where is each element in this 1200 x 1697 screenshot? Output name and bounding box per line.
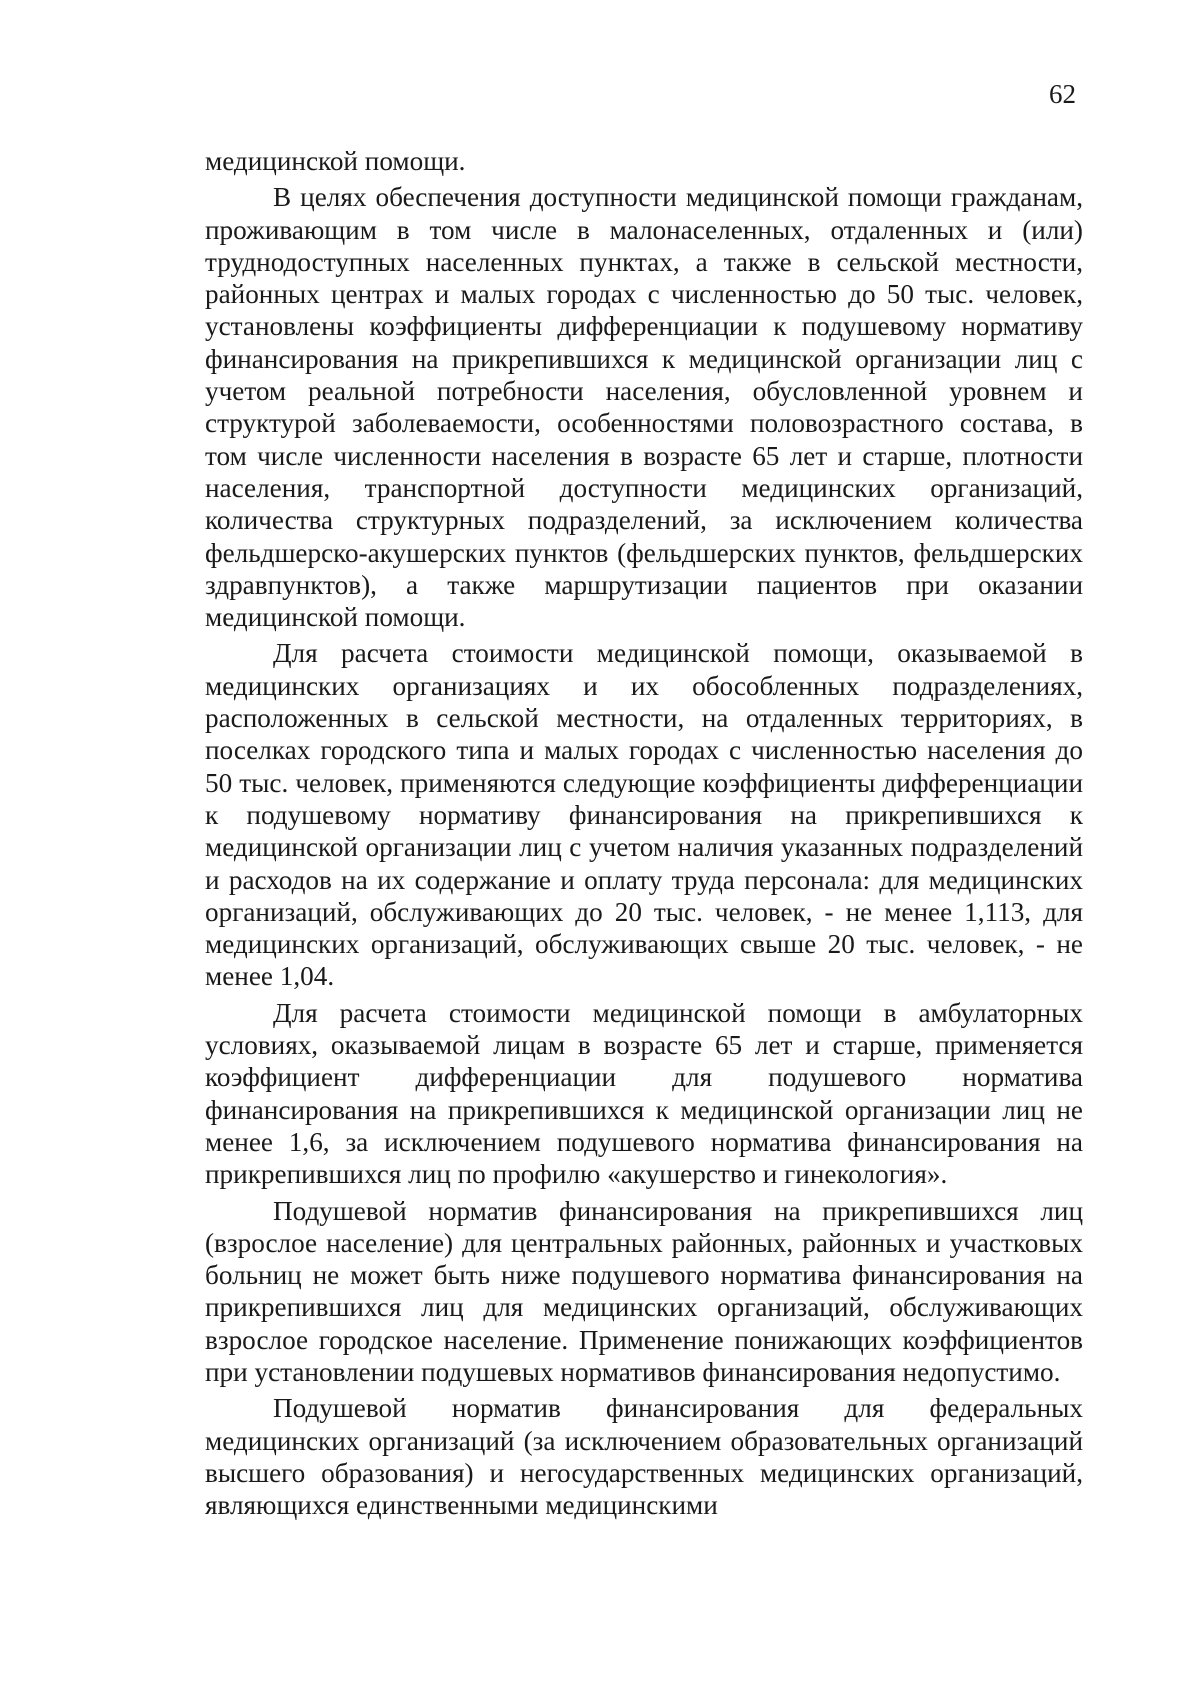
paragraph-adult-population: Подушевой норматив финансирования на прикрепившихся лиц (взрослое население) для центральных районных, районных и участковых больниц не может быть ниже подушевого норматива финансирования на прикрепившихся лиц для медицинских организаций, обслуживающих взрослое городское население. Применение понижающих коэффициентов при установлении подушевых нормативов финансирования недопустимо.	[205, 1195, 1083, 1387]
page-number: 62	[1049, 79, 1076, 109]
paragraph-rural-coefficients: Для расчета стоимости медицинской помощи, оказываемой в медицинских организациях и их обособленных подразделениях, расположенных в сельской местности, на отдаленных территориях, в поселках городского типа и малых городах с численностью населения до 50 тыс. человек, применяются следующие коэффициенты дифференциации к подушевому нормативу финансирования на прикрепившихся к медицинской организации лиц с учетом наличия указанных подразделений и расходов на их содержание и оплату труда персонала: для медицинских организаций, обслуживающих до 20 тыс. человек, - не менее 1,113, для медицинских организаций, обслуживающих свыше 20 тыс. человек, - не менее 1,04.	[205, 638, 1083, 992]
document-body	[205, 145, 1083, 1521]
paragraph-federal-organizations: Подушевой норматив финансирования для федеральных медицинских организаций (за исключением образовательных организаций высшего образования) и негосударственных медицинских организаций, являющихся единственными медицинскими	[205, 1393, 1083, 1521]
paragraph-elderly-coefficient: Для расчета стоимости медицинской помощи в амбулаторных условиях, оказываемой лицам в возрасте 65 лет и старше, применяется коэффициент дифференциации для подушевого норматива финансирования на прикрепившихся к медицинской организации лиц не менее 1,6, за исключением подушевого норматива финансирования на прикрепившихся лиц по профилю «акушерство и гинекология».	[205, 997, 1083, 1190]
paragraph-accessibility: В целях обеспечения доступности медицинской помощи гражданам, проживающим в том числе в малонаселенных, отдаленных и (или) труднодоступных населенных пунктах, а также в сельской местности, районных центрах и малых городах с численностью до 50 тыс. человек, установлены коэффициенты дифференциации к подушевому нормативу финансирования на прикрепившихся к медицинской организации лиц с учетом реальной потребности населения, обусловленной уровнем и структурой заболеваемости, особенностями половозрастного состава, в том числе численности населения в возрасте 65 лет и старше, плотности населения, транспортной доступности медицинских организаций, количества структурных подразделений, за исключением количества фельдшерско-акушерских пунктов (фельдшерских пунктов, фельдшерских здравпунктов), а также маршрутизации пациентов при оказании медицинской помощи.	[205, 182, 1083, 633]
paragraph-continuation: медицинской помощи.	[205, 146, 466, 176]
